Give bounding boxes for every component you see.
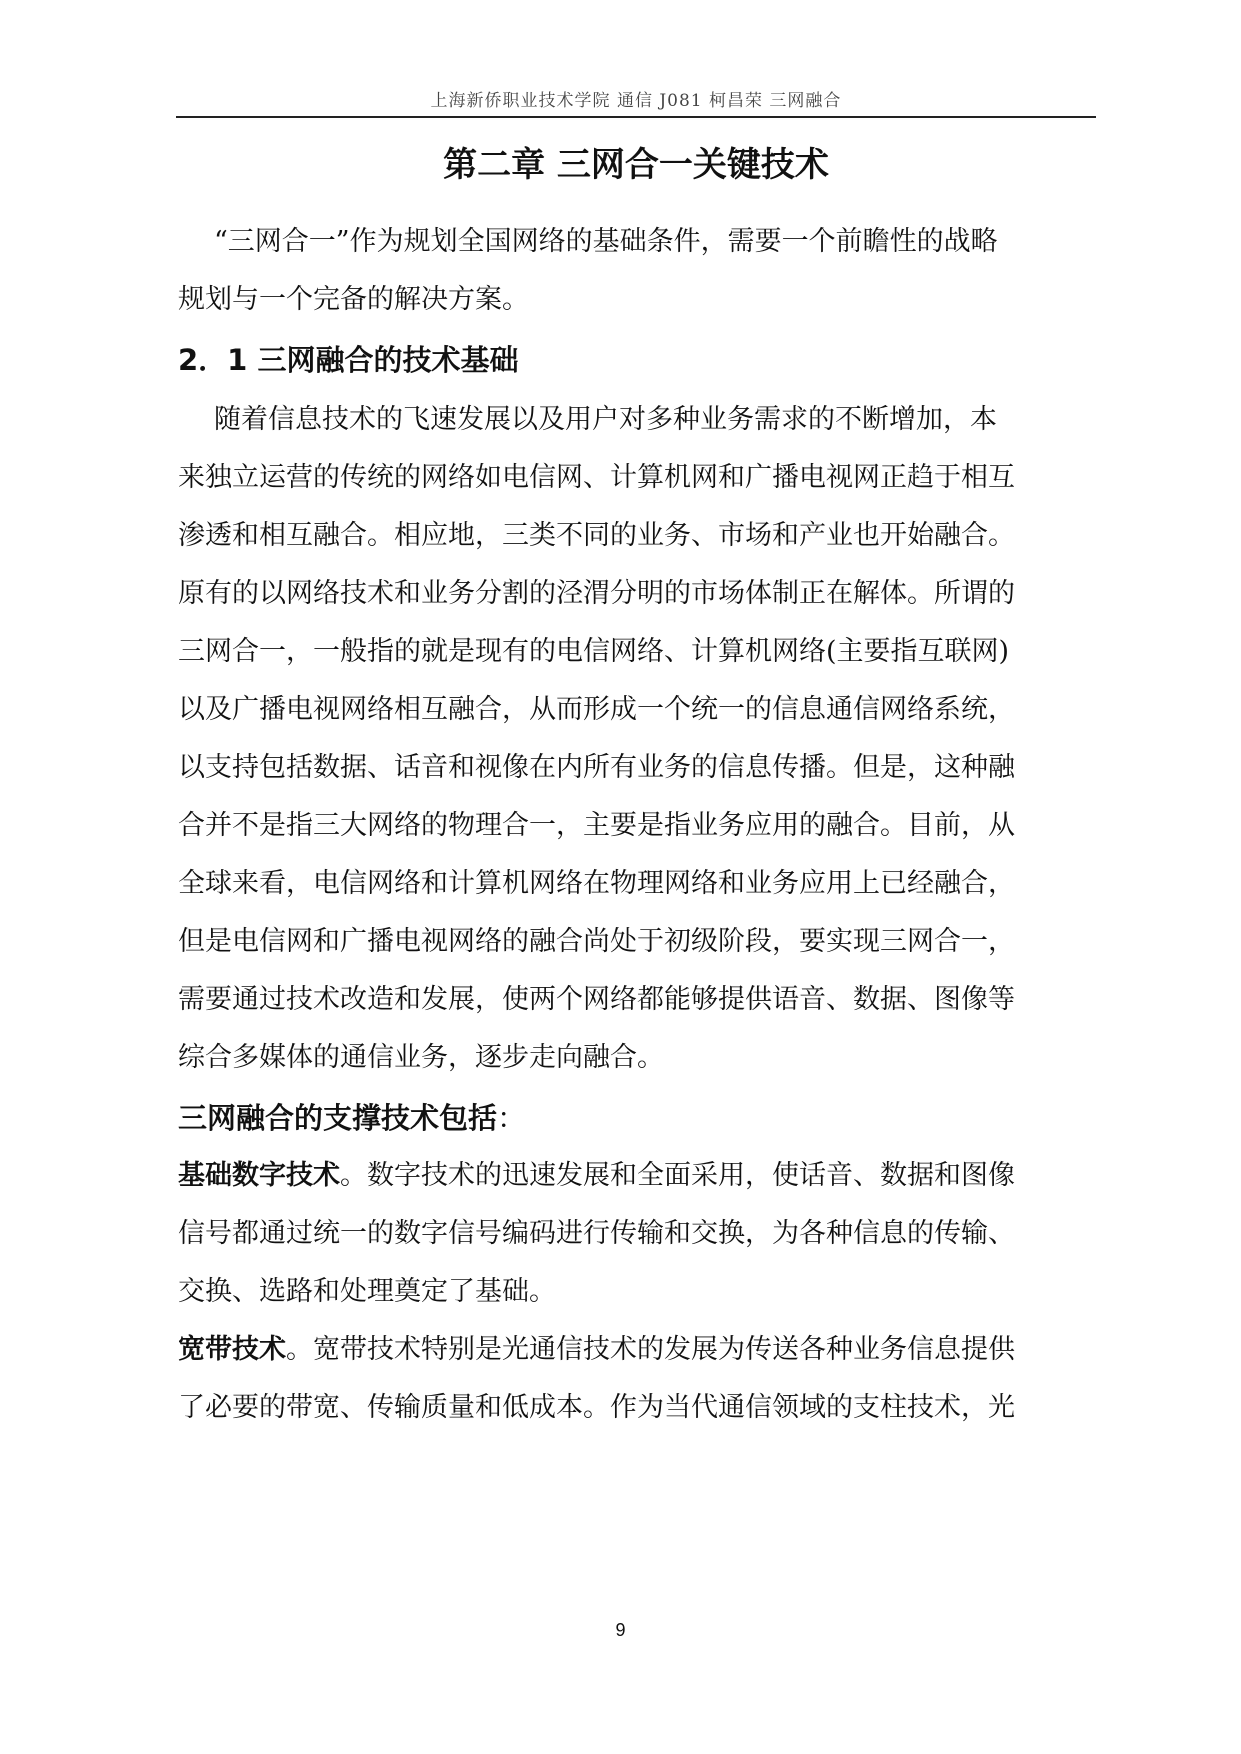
paragraph-line: 随着信息技术的飞速发展以及用户对多种业务需求的不断增加，本 (214, 404, 997, 435)
paragraph-line: 原有的以网络技术和业务分割的泾渭分明的市场体制正在解体。所谓的 (178, 578, 1015, 609)
header-text: 上海新侨职业技术学院 通信 J081 柯昌荣 三网融合 (430, 91, 842, 111)
paragraph-line: 综合多媒体的通信业务，逐步走向融合。 (178, 1042, 664, 1073)
heading-colon: ： (497, 1101, 527, 1135)
paragraph-line: 来独立运营的传统的网络如电信网、计算机网和广播电视网正趋于相互 (178, 462, 1015, 493)
paragraph-line: 需要通过技术改造和发展，使两个网络都能够提供语音、数据、图像等 (178, 984, 1015, 1015)
support-tech-heading (178, 1098, 526, 1138)
support-tech-heading-text: 三网融合的支撑技术包括 (178, 1101, 498, 1135)
term-broadband-tech: 宽带技术 (178, 1334, 286, 1365)
paragraph-line: 但是电信网和广播电视网络的融合尚处于初级阶段，要实现三网合一， (178, 926, 1015, 957)
paragraph-line: 以及广播电视网络相互融合，从而形成一个统一的信息通信网络系统， (178, 694, 1015, 725)
broadband-tech-text: 。宽带技术特别是光通信技术的发展为传送各种业务信息提供 (286, 1334, 1015, 1365)
chapter-title: 第二章 三网合一关键技术 (443, 145, 829, 185)
paragraph-line (178, 1156, 1015, 1196)
paragraph-line (178, 1330, 1015, 1370)
paragraph-line: 合并不是指三大网络的物理合一，主要是指业务应用的融合。目前，从 (178, 810, 1015, 841)
paragraph-line: “三网合一”作为规划全国网络的基础条件，需要一个前瞻性的战略 (214, 226, 998, 257)
section-heading-2-1: 2．1 三网融合的技术基础 (178, 343, 519, 377)
page-number: 9 (615, 1620, 626, 1640)
digital-tech-text: 。数字技术的迅速发展和全面采用，使话音、数据和图像 (340, 1160, 1015, 1191)
paragraph-line: 全球来看，电信网络和计算机网络在物理网络和业务应用上已经融合， (178, 868, 1015, 899)
paragraph-line: 三网合一，一般指的就是现有的电信网络、计算机网络(主要指互联网) (178, 636, 1010, 667)
paragraph-line: 渗透和相互融合。相应地，三类不同的业务、市场和产业也开始融合。 (178, 520, 1015, 551)
paragraph-line: 交换、选路和处理奠定了基础。 (178, 1276, 556, 1307)
paragraph-line: 信号都通过统一的数字信号编码进行传输和交换，为各种信息的传输、 (178, 1218, 1015, 1249)
paragraph-line: 规划与一个完备的解决方案。 (178, 284, 529, 315)
paragraph-line: 了必要的带宽、传输质量和低成本。作为当代通信领域的支柱技术，光 (178, 1392, 1015, 1423)
term-digital-tech: 基础数字技术 (178, 1160, 340, 1191)
paragraph-line: 以支持包括数据、话音和视像在内所有业务的信息传播。但是，这种融 (178, 752, 1015, 783)
header-divider (176, 116, 1096, 118)
